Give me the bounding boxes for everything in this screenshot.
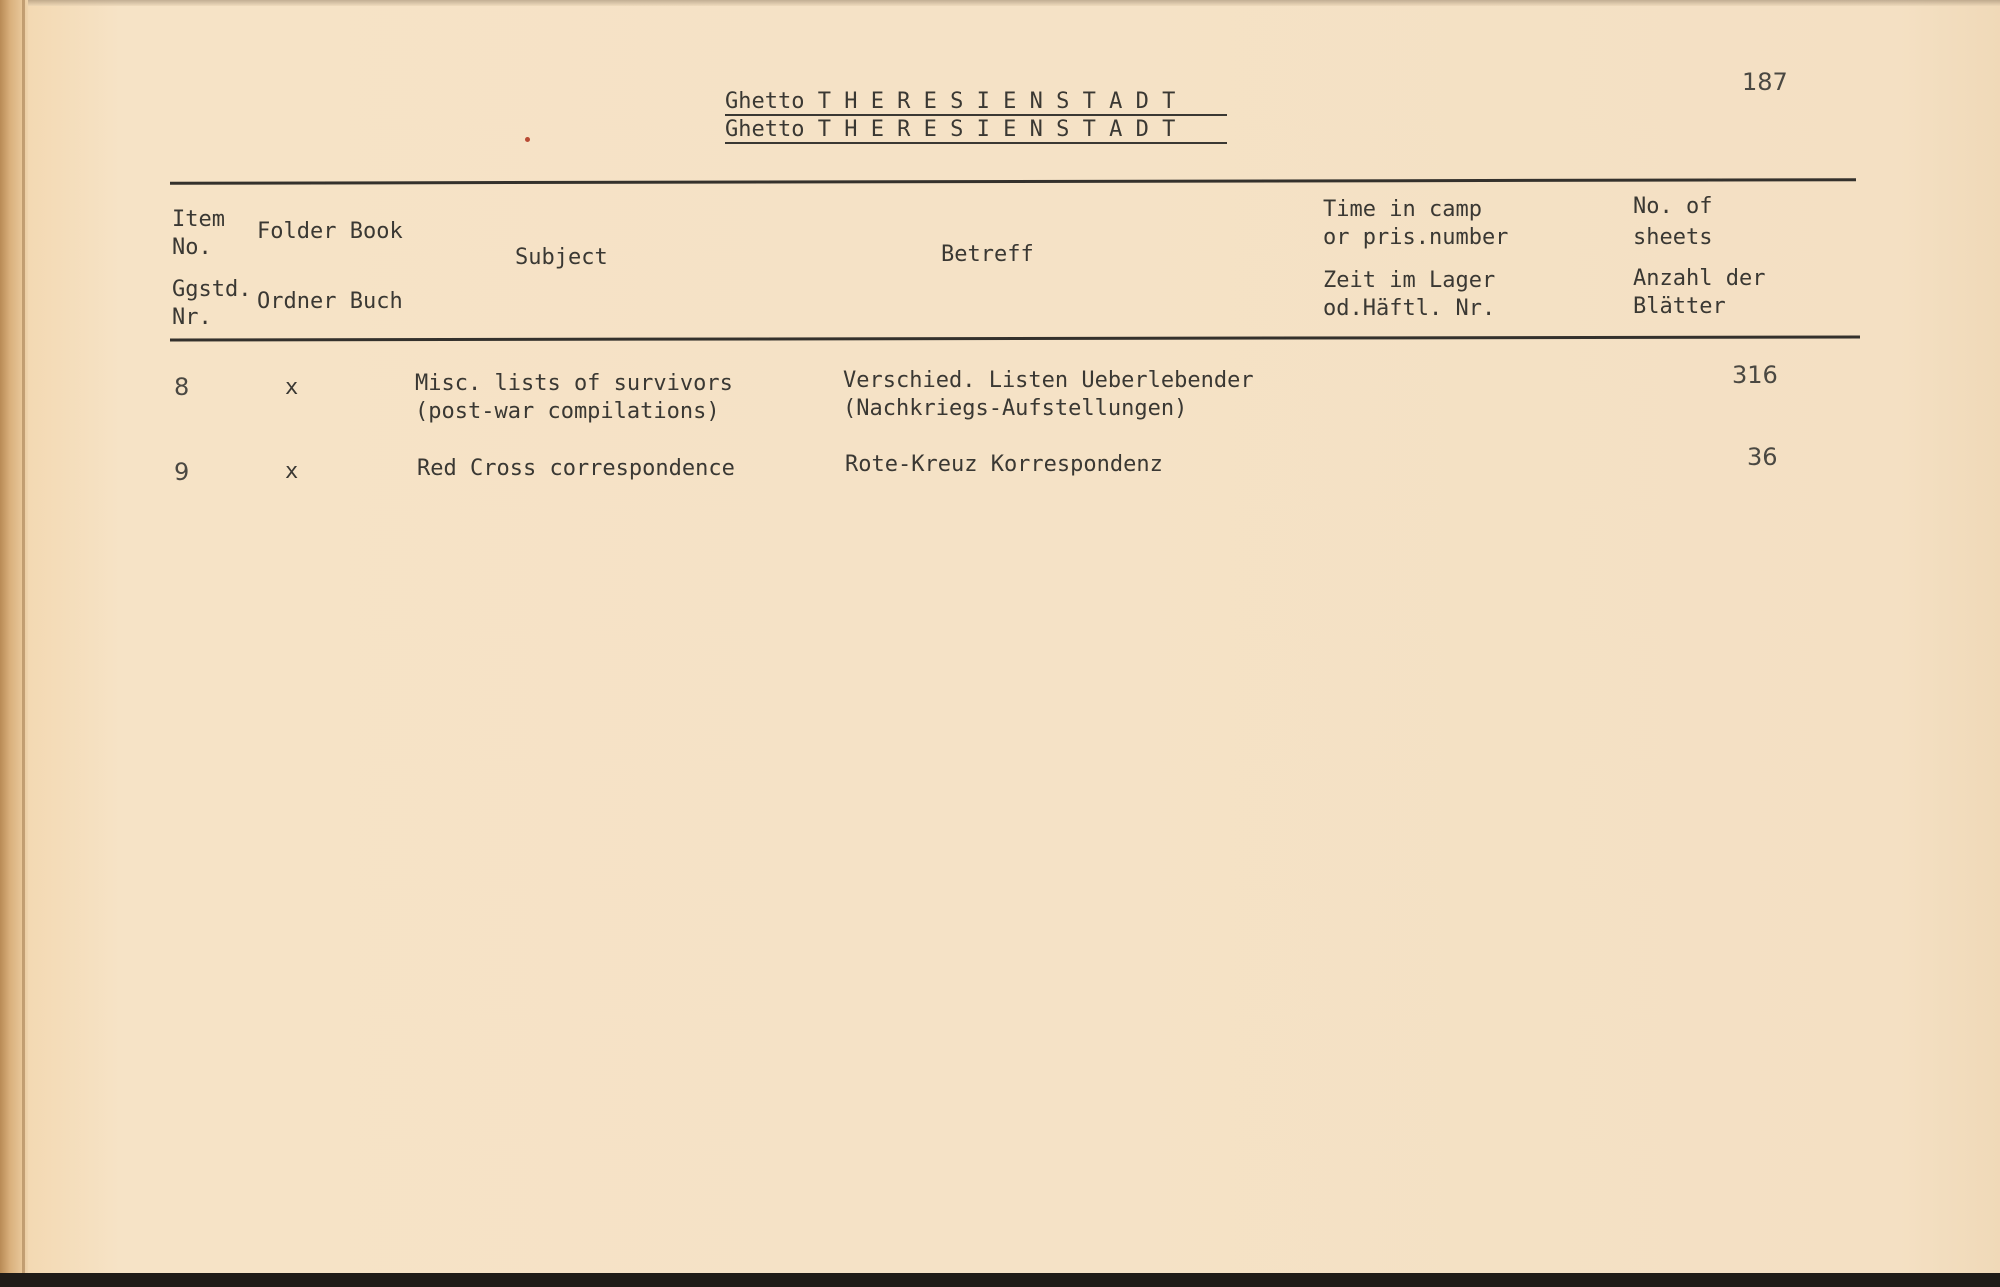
header-time-en-2: or pris.number <box>1323 225 1509 250</box>
header-sheets-de-2: Blätter <box>1633 294 1726 319</box>
header-ordner-buch: Ordner Buch <box>257 289 403 314</box>
header-sheets-en-1: No. of <box>1633 194 1713 219</box>
header-item-no: No. <box>172 235 212 260</box>
title-underline-2 <box>725 142 1227 144</box>
header-betreff: Betreff <box>941 242 1034 267</box>
title-line-2: Ghetto T H E R E S I E N S T A D T <box>725 117 1176 142</box>
page-number: 187 <box>1742 68 1788 96</box>
binding-fold <box>22 0 25 1287</box>
header-subject: Subject <box>515 245 608 270</box>
title-line-1: Ghetto T H E R E S I E N S T A D T <box>725 89 1176 114</box>
header-item-de: Ggstd. <box>172 277 252 302</box>
row-subject-line-2: (post-war compilations) <box>415 399 720 424</box>
row-betreff-line-2: (Nachkriegs-Aufstellungen) <box>843 396 1188 421</box>
header-item-en: Item <box>172 207 225 232</box>
row-betreff-line-1: Rote-Kreuz Korrespondenz <box>845 452 1163 477</box>
row-folder-mark: x <box>285 459 299 484</box>
header-time-en-1: Time in camp <box>1323 197 1482 222</box>
row-folder-mark: x <box>285 375 299 400</box>
row-subject-line-1: Misc. lists of survivors <box>415 371 733 396</box>
header-folder-book: Folder Book <box>257 219 403 244</box>
row-item-number: 8 <box>174 373 190 401</box>
row-sheet-count: 36 <box>1747 443 1778 471</box>
page-bottom-edge <box>0 1273 2000 1287</box>
header-time-de-2: od.Häftl. Nr. <box>1323 296 1496 321</box>
row-sheet-count: 316 <box>1732 361 1778 389</box>
row-betreff-line-1: Verschied. Listen Ueberlebender <box>843 368 1254 393</box>
page-top-edge <box>0 0 2000 6</box>
header-top-rule <box>170 178 1856 185</box>
ink-speck <box>525 137 530 142</box>
row-subject-line-1: Red Cross correspondence <box>417 456 735 481</box>
row-item-number: 9 <box>174 458 190 486</box>
header-sheets-de-1: Anzahl der <box>1633 266 1766 291</box>
header-sheets-en-2: sheets <box>1633 225 1713 250</box>
header-time-de-1: Zeit im Lager <box>1323 268 1496 293</box>
header-bottom-rule <box>170 336 1860 342</box>
header-item-nr: Nr. <box>172 305 212 330</box>
